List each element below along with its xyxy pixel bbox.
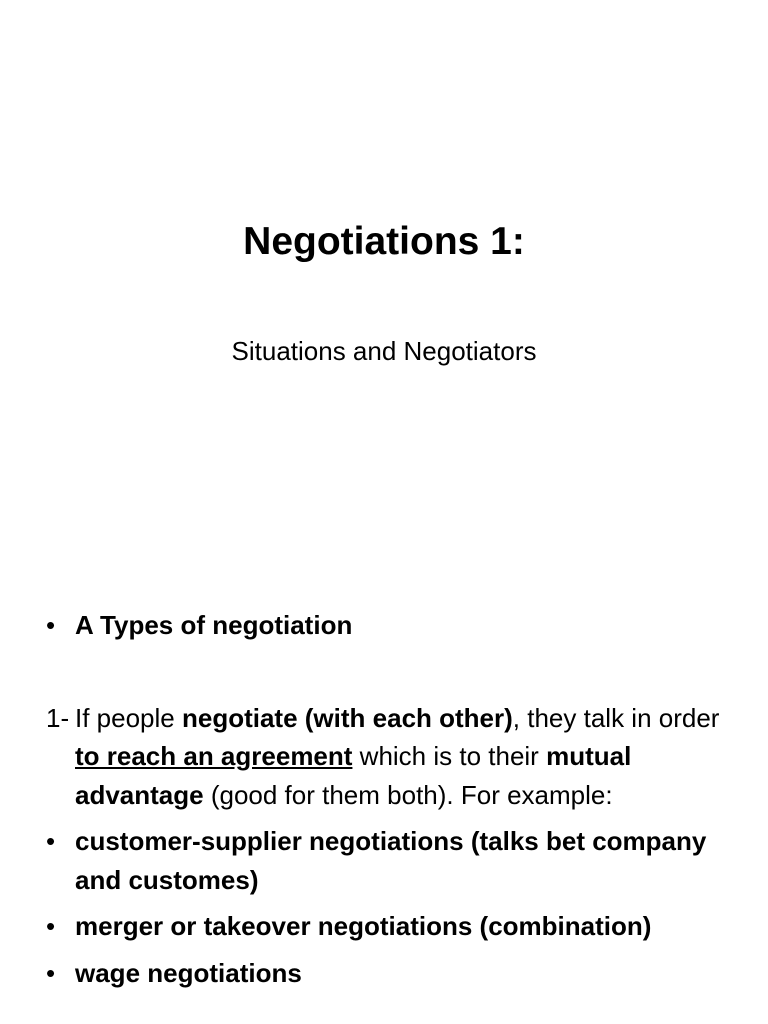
content-slide (0, 512, 768, 1024)
slide-subtitle: Situations and Negotiators (231, 336, 537, 366)
slide-title: Negotiations 1: (243, 220, 525, 263)
section-heading (46, 606, 746, 645)
list-item (46, 822, 746, 899)
list-item-text: customer-supplier negotiations (talks bet company and customes) (75, 826, 707, 895)
paragraph-bold-2: mutual advantage (75, 741, 632, 810)
list-item-text: wage negotiations (75, 957, 302, 988)
paragraph-text-3: which is to their (352, 741, 547, 771)
list-item (46, 907, 746, 946)
paragraph-bold-underline: to reach an agreement (75, 741, 353, 771)
paragraph-bold-1: negotiate (with each other) (181, 702, 513, 733)
section-heading-text: A Types of negotiation (75, 610, 353, 640)
bullet-marker: • (46, 957, 56, 988)
bullet-marker: • (46, 911, 56, 941)
paragraph-text-2: , they talk in order (512, 702, 720, 733)
numbered-paragraph (46, 699, 746, 815)
bullet-marker: • (46, 610, 56, 640)
paragraph-text-1: If people (75, 702, 182, 733)
slide-body (46, 606, 746, 1000)
list-item (46, 954, 746, 993)
paragraph-number: 1- (46, 702, 70, 733)
paragraph-text-4: (good for them both). For example: (203, 779, 613, 810)
list-item-text: merger or takeover negotiations (combination) (75, 911, 652, 941)
bullet-marker: • (46, 826, 56, 856)
